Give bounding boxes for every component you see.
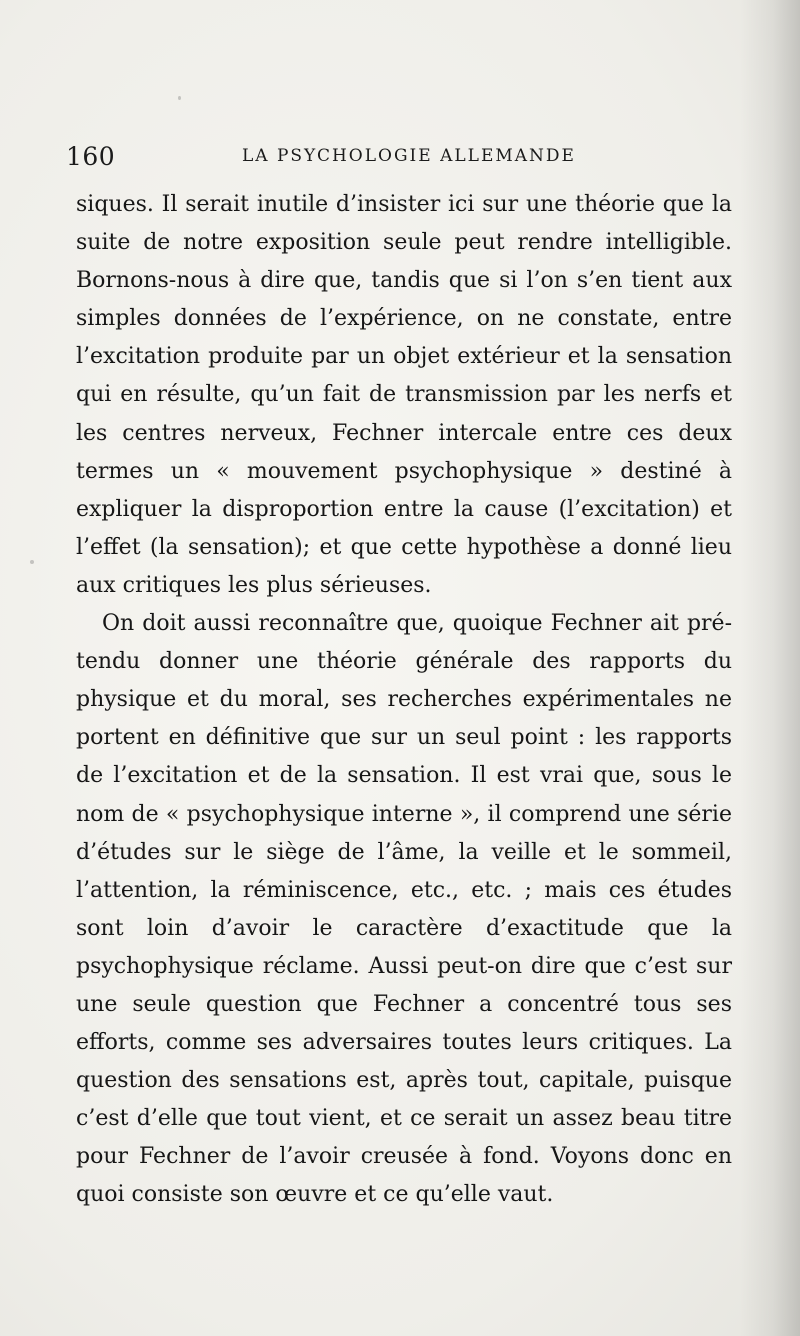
page-gutter-shadow: [740, 0, 800, 1336]
page-header: [66, 142, 736, 178]
running-title: LA PSYCHOLOGIE ALLEMANDE: [242, 146, 576, 166]
ink-speck: [30, 560, 34, 564]
paragraph-1: siques. Il serait inutile d’insister ici sur une théorie que la suite de notre exposition seule peut rendre intelligible. Bornons-nous à dire que, tandis que si l’on s’en tient aux simples données de l’expérience, on ne constate, entre l’excitation produite par un objet extérieur et la sensation qui en résulte, qu’un fait de transmission par les nerfs et les centres nerveux, Fechner intercale entre ces deux termes un « mouvement psychophysique » destiné à expliquer la disproportion entre la cause (l’excitation) et l’effet (la sensation); et que cette hypothèse a donné lieu aux critiques les plus sérieuses.: [76, 192, 732, 598]
ink-speck: [178, 96, 181, 100]
paragraph-2: On doit aussi reconnaître que, quoique Fechner ait prétendu donner une théorie générale des rapports du physique et du moral, ses recherches expérimentales ne portent en définitive que sur un seul point : les rapports de l’excitation et de la sensation. Il est vrai que, sous le nom de « psychophysique interne », il comprend une série d’études sur le siège de l’âme, la veille et le sommeil, l’attention, la réminiscence, etc., etc. ; mais ces études sont loin d’avoir le caractère d’exactitude que la psychophysique réclame. Aussi peut-on dire que c’est sur une seule question que Fechner a concentré tous ses efforts, comme ses adversaires toutes leurs critiques. La question des sensations est, après tout, capitale, puisque c’est d’elle que tout vient, et ce serait un assez beau titre pour Fechner de l’avoir creusée à fond. Voyons donc en quoi consiste son œuvre et ce qu’elle vaut.: [76, 611, 732, 1208]
page-number: 160: [66, 142, 116, 171]
body-text: [76, 186, 732, 1215]
